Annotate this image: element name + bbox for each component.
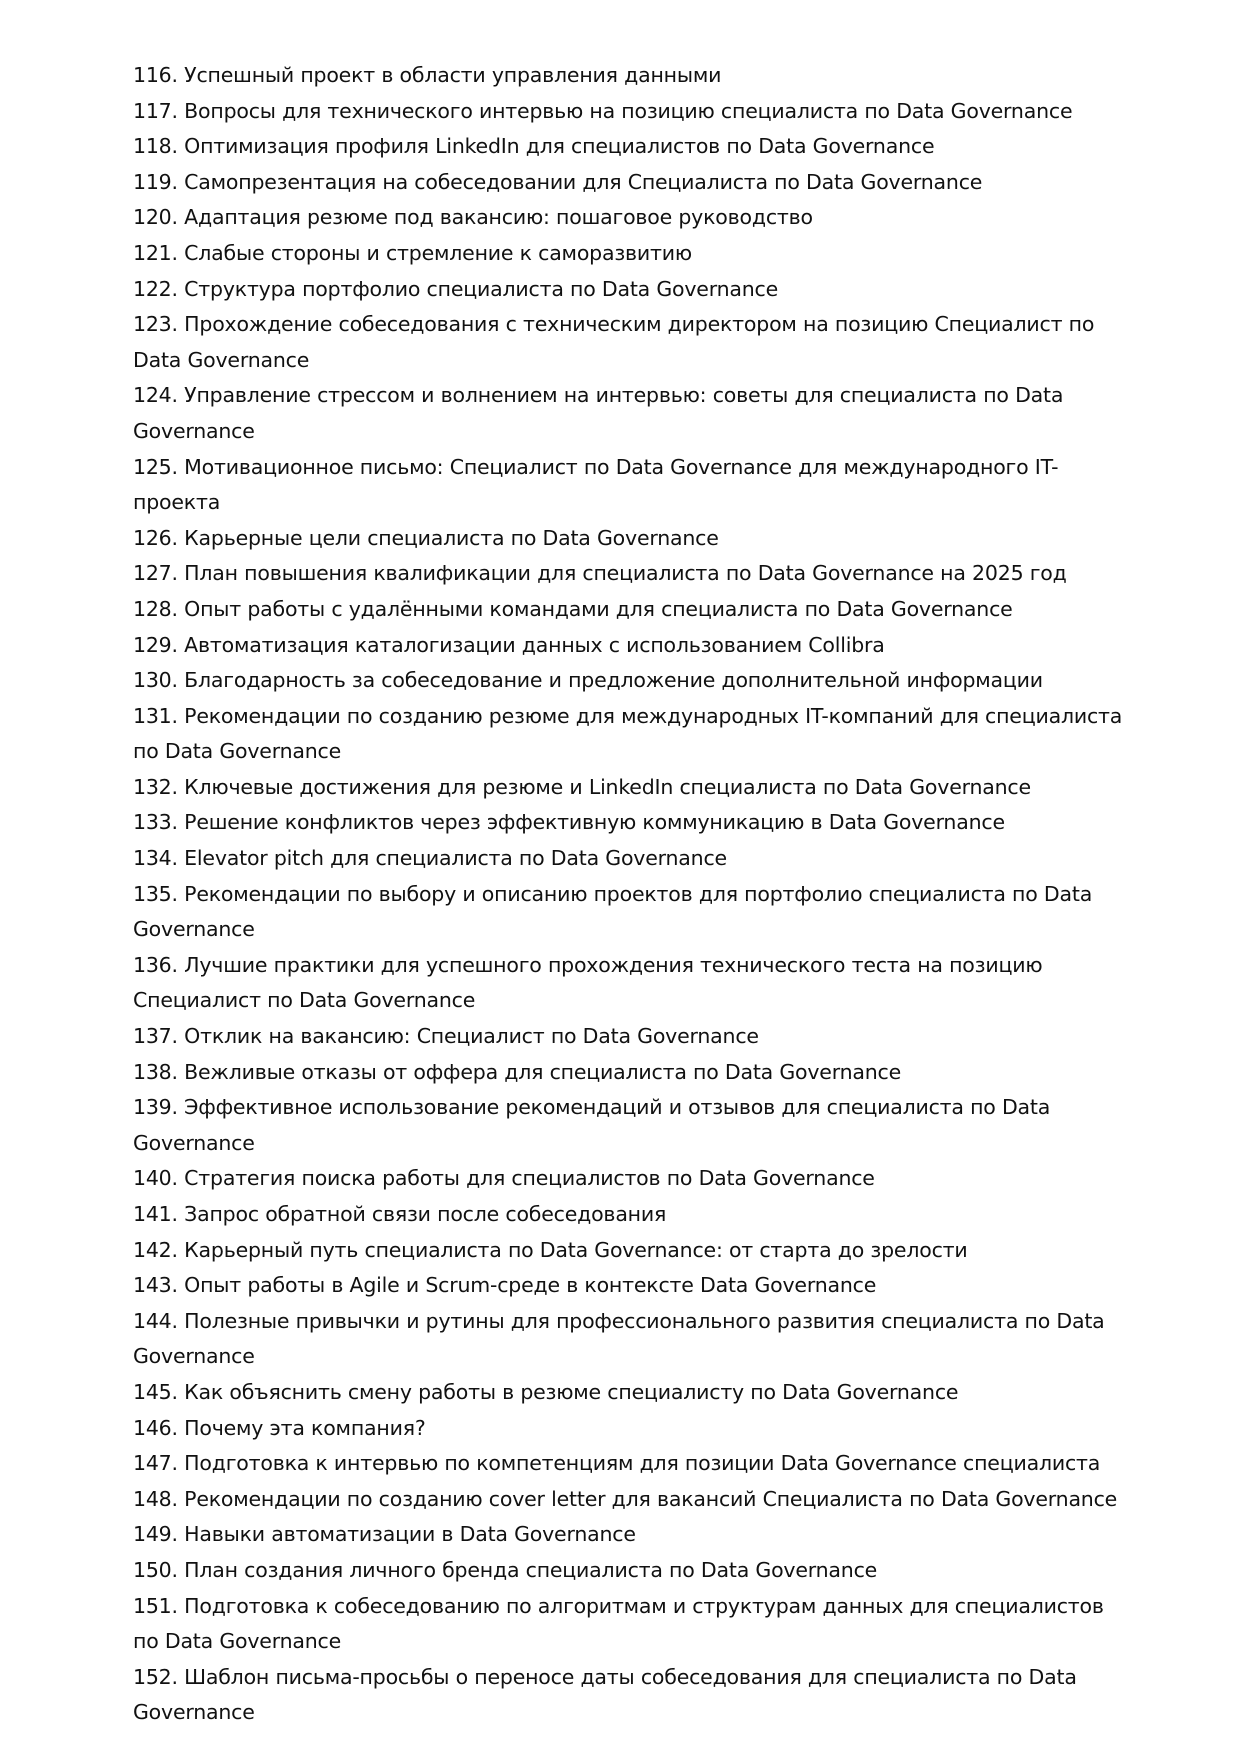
list-item: 118. Оптимизация профиля LinkedIn для специалистов по Data Governance xyxy=(133,134,935,159)
list-item: 140. Стратегия поиска работы для специалистов по Data Governance xyxy=(133,1166,875,1191)
list-item: 117. Вопросы для технического интервью на позицию специалиста по Data Governance xyxy=(133,98,1073,123)
list-item: 138. Вежливые отказы от оффера для специалиста по Data Governance xyxy=(133,1059,902,1084)
list-item: 126. Карьерные цели специалиста по Data Governance xyxy=(133,525,719,550)
list-item: 143. Опыт работы в Agile и Scrum-среде в контексте Data Governance xyxy=(133,1273,877,1298)
list-item: 136. Лучшие практики для успешного прохождения технического теста на позицию Специалист по Data Governance xyxy=(133,952,1043,1013)
list-item: 128. Опыт работы с удалёнными командами для специалиста по Data Governance xyxy=(133,596,1013,621)
list-item: 141. Запрос обратной связи после собеседования xyxy=(133,1202,667,1226)
list-item: 119. Самопрезентация на собеседовании для Специалиста по Data Governance xyxy=(133,169,983,194)
list-item: 134. Elevator pitch для специалиста по Data Governance xyxy=(133,846,727,871)
list-item: 133. Решение конфликтов через эффективную коммуникацию в Data Governance xyxy=(133,810,1005,835)
document-page xyxy=(133,58,1123,1731)
list-item: 152. Шаблон письма-просьбы о переносе даты собеседования для специалиста по Data Governance xyxy=(133,1664,1077,1725)
list-item: 116. Успешный проект в области управления данными xyxy=(133,63,722,87)
list-item: 132. Ключевые достижения для резюме и LinkedIn специалиста по Data Governance xyxy=(133,774,1031,799)
list-item: 125. Мотивационное письмо: Специалист по Data Governance для международного IT-проекта xyxy=(133,454,1059,515)
list-item: 151. Подготовка к собеседованию по алгоритмам и структурам данных для специалистов по Data Governance xyxy=(133,1593,1104,1654)
list-item: 139. Эффективное использование рекомендаций и отзывов для специалиста по Data Governance xyxy=(133,1095,1051,1155)
list-item: 130. Благодарность за собеседование и предложение дополнительной информации xyxy=(133,668,1043,693)
list-item: 127. План повышения квалификации для специалиста по Data Governance на 2025 год xyxy=(133,561,1067,586)
list-item: 146. Почему эта компания? xyxy=(133,1415,426,1440)
list-item: 120. Адаптация резюме под вакансию: пошаговое руководство xyxy=(133,205,813,230)
list-item: 145. Как объяснить смену работы в резюме специалисту по Data Governance xyxy=(133,1379,959,1404)
list-item: 137. Отклик на вакансию: Специалист по Data Governance xyxy=(133,1024,759,1049)
list-item: 135. Рекомендации по выбору и описанию проектов для портфолио специалиста по Data Governance xyxy=(133,881,1093,942)
topic-list xyxy=(133,58,1123,1731)
list-item: 150. План создания личного бренда специалиста по Data Governance xyxy=(133,1557,878,1582)
list-item: 129. Автоматизация каталогизации данных с использованием Collibra xyxy=(133,632,885,657)
list-item: 142. Карьерный путь специалиста по Data Governance: от старта до зрелости xyxy=(133,1237,968,1262)
list-item: 149. Навыки автоматизации в Data Governance xyxy=(133,1522,636,1547)
list-item: 122. Структура портфолио специалиста по Data Governance xyxy=(133,276,779,301)
list-item: 123. Прохождение собеседования с техническим директором на позицию Специалист по Data Governance xyxy=(133,312,1095,372)
list-item: 121. Слабые стороны и стремление к саморазвитию xyxy=(133,240,692,265)
list-item: 131. Рекомендации по созданию резюме для международных IT-компаний для специалиста по Data Governance xyxy=(133,703,1123,764)
list-item: 124. Управление стрессом и волнением на интервью: советы для специалиста по Data Governance xyxy=(133,383,1064,443)
list-item: 148. Рекомендации по созданию cover letter для вакансий Специалиста по Data Governance xyxy=(133,1486,1118,1511)
list-item: 147. Подготовка к интервью по компетенциям для позиции Data Governance специалиста xyxy=(133,1451,1101,1476)
list-item: 144. Полезные привычки и рутины для профессионального развития специалиста по Data Governance xyxy=(133,1308,1105,1369)
